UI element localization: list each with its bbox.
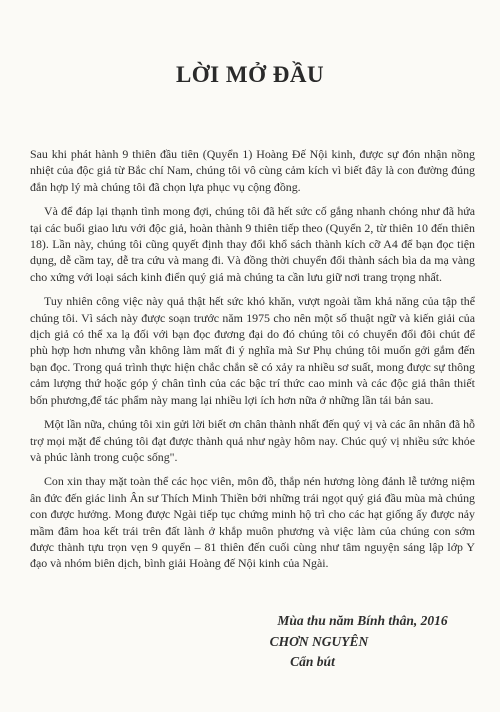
paragraph-1: Sau khi phát hành 9 thiên đầu tiên (Quyển 1) Hoàng Đế Nội kinh, được sự đón nhận nồng nhiệt của độc giả từ Bắc chí Nam, chúng tôi vô cùng cảm kích vì biết đây là con đường đúng đắn hợp lý mà chúng tôi đã chọn lựa phục vụ cộng đồng. xyxy=(30,147,475,194)
signature-date: Mùa thu năm Bính thân, 2016 xyxy=(277,613,448,628)
page-title: LỜI MỞ ĐẦU xyxy=(175,62,325,87)
paragraph-4: Một lần nữa, chúng tôi xin gửi lời biết ơn chân thành nhất đến quý vị và các ân nhân đã hỗ trợ mọi mặt để chúng tôi đạt được thành quả như ngày hôm nay. Chúc quý vị nhiều sức khỏe và phúc lành trong cuộc sống". xyxy=(30,417,475,464)
preface-body xyxy=(30,146,475,580)
paragraph-3: Tuy nhiên công việc này quả thật hết sức khó khăn, vượt ngoài tầm khả năng của tập thể chúng tôi. Vì sách này được soạn trước năm 1975 cho nên một số thuật ngữ và kiến giải của dịch giả có thể xa lạ đối với bạn đọc đương đại do đó chúng tôi có chuyển đổi đôi chút để phù hợp hơn nhưng vẫn không làm mất đi ý nghĩa mà Sư Phụ chúng tôi muốn gởi gắm đến bạn đọc. Trong quá trình thực hiện chắc chắn sẽ có xảy ra nhiều sơ suất, mong được sự thông cảm lượng thứ hoặc góp ý chân tình của các bậc trí thức cao minh và các độc giả thân thiết bốn phương,để tác phẩm này mang lại nhiều lợi ích hơn nữa ở những lần tái bản sau. xyxy=(30,294,475,407)
signature-block xyxy=(0,611,500,673)
signature-note: Cẩn bút xyxy=(290,654,335,669)
signature-name: CHƠN NGUYÊN xyxy=(269,633,369,649)
paragraph-5: Con xin thay mặt toàn thể các học viên, môn đồ, thắp nén hương lòng đảnh lễ tưởng niệm ân đức đến giác linh Ân sư Thích Minh Thiền bởi những trái ngọt quý giá đầu mùa mà chúng con được hưởng. Mong được Ngài tiếp tục chứng minh hộ trì cho các hạt giống ấy được nảy mầm đâm hoa kết trái trên đất lành ở khắp muôn phương và việc làm của chúng con sớm được thành tựu trọn vẹn 9 quyển – 81 thiên đến cuối cùng như tâm nguyện sáng lập lớp Y đạo và nhóm biên dịch, bình giải Hoàng đế Nội kinh của Ngài. xyxy=(30,474,475,571)
paragraph-2: Và để đáp lại thạnh tình mong đợi, chúng tôi đã hết sức cố gắng nhanh chóng như đã hứa tại các buổi giao lưu với độc giả, hoàn thành 9 thiên tiếp theo (Quyển 2, từ thiên 10 đến thiên 18). Lần này, chúng tôi cũng quyết định thay đổi khổ sách thành kích cỡ A4 để bạn đọc tiện dụng, dễ cầm tay, dễ tra cứu và mang đi. Và đồng thời chuyển đổi thành sách bìa da mạ vàng cho xứng với loại sách kinh điển quý giá mà chúng ta cần lưu giữ nơi trang trọng nhất. xyxy=(30,204,475,284)
